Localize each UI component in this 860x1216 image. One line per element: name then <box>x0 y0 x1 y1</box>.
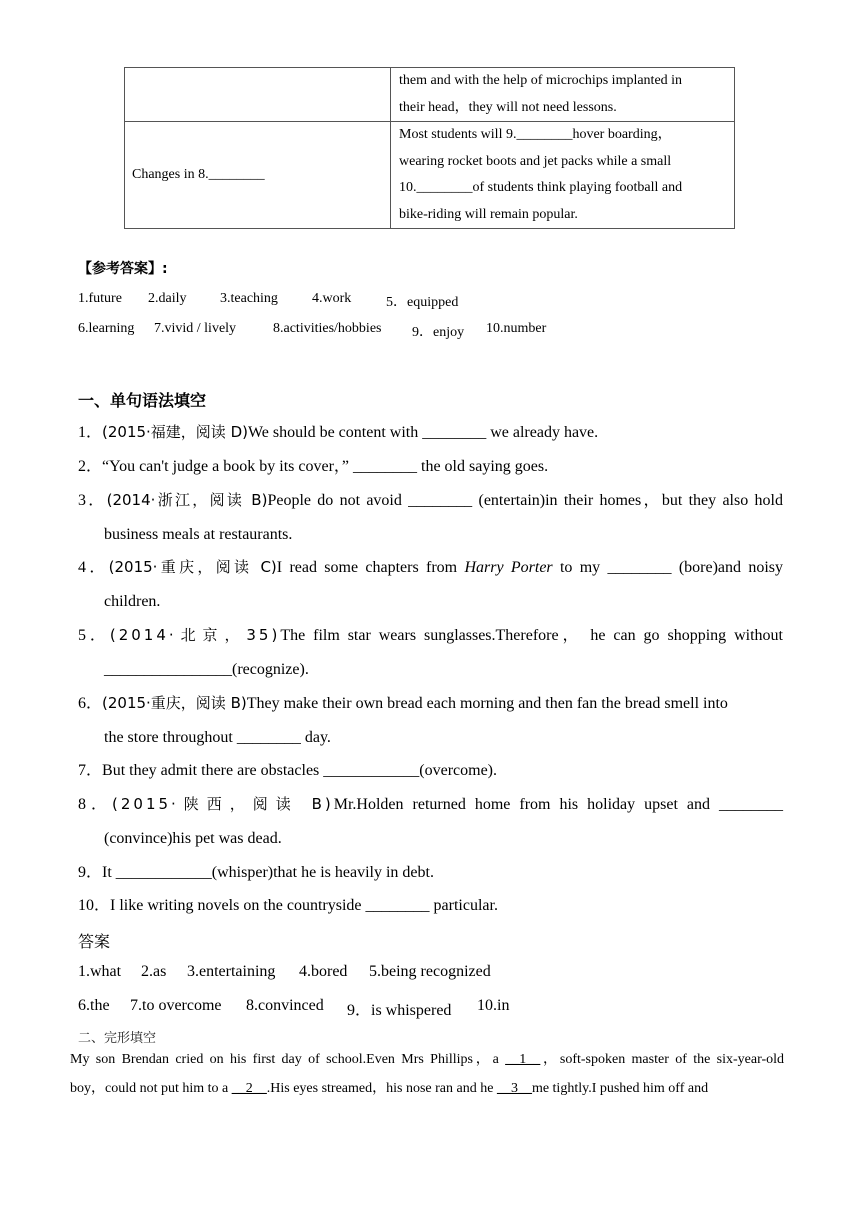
answer-item: 1.what <box>78 963 122 980</box>
question-source: (2015·重庆，阅读 C) <box>108 558 277 576</box>
question-item <box>78 856 783 890</box>
table-cell-left <box>125 68 391 122</box>
question-text-continued: the store throughout ________ day. <box>104 728 331 746</box>
question-text: We should be content with ________ we already have. <box>247 424 599 441</box>
question-item <box>78 619 783 687</box>
question-number: 1． <box>78 424 103 441</box>
question-item <box>78 754 783 788</box>
question-number: 5． <box>78 627 110 644</box>
table-cell-line: their head，they will not need lessons. <box>399 99 617 115</box>
question-text: It ____________(whisper)that he is heavily in debt. <box>102 864 434 881</box>
answer-item: 3.entertaining <box>187 963 276 980</box>
table-cell-line: them and with the help of microchips implanted in <box>399 73 683 88</box>
question-number: 10． <box>78 897 111 914</box>
answer-item: 2.daily <box>148 291 187 306</box>
passage-line <box>70 1077 770 1097</box>
reference-answers-heading: 【参考答案】: <box>78 261 168 277</box>
answer-item: 6.learning <box>78 321 135 336</box>
section-title: 二、完形填空 <box>78 1031 157 1046</box>
table-cell-line: Most students will 9.________hover boarding， <box>399 127 672 142</box>
question-item <box>78 551 783 619</box>
question-source: (2014·北京，35) <box>109 626 281 644</box>
table-cell-line: 10.________of students think playing football and <box>399 180 683 195</box>
answer-item: 8.activities/hobbies <box>273 321 382 336</box>
table-cell-line: bike-riding will remain popular. <box>399 206 578 222</box>
cloze-blank-3: __3__ <box>496 1081 532 1096</box>
question-text: Mr.Holden returned home from his holiday upset and ________ <box>333 796 783 813</box>
question-item <box>78 889 783 923</box>
summary-table <box>124 67 735 229</box>
answer-item: 10.in <box>477 997 510 1014</box>
table-cell-line: wearing rocket boots and jet packs while a small <box>399 153 672 169</box>
question-text: People do not avoid ________ (entertain)in their homes，but they also hold <box>267 492 783 509</box>
passage-text: ，soft-spoken master of the six-year-old <box>540 1052 785 1067</box>
answer-item: 4.work <box>312 291 352 306</box>
section-title: 一、单句语法填空 <box>78 391 207 410</box>
question-item <box>78 416 783 450</box>
answer-item: 8.convinced <box>246 997 324 1014</box>
table-row <box>125 122 735 229</box>
question-number: 6． <box>78 695 103 712</box>
answer-item: 3.teaching <box>220 291 278 306</box>
question-text: I like writing novels on the countryside ________ particular. <box>110 897 498 914</box>
cloze-blank-1: __1__ <box>505 1052 541 1067</box>
question-text: But they admit there are obstacles ____________(overcome). <box>102 762 498 779</box>
question-text-continued: ________________(recognize). <box>104 660 309 678</box>
question-text: I read some chapters from <box>276 559 465 576</box>
answer-item: 5．equipped <box>386 295 459 310</box>
passage-text: me tightly.I pushed him off and <box>531 1081 709 1096</box>
question-text-continued: children. <box>104 592 161 610</box>
answer-heading: 答案 <box>78 932 111 951</box>
question-number: 4． <box>78 559 109 576</box>
question-text: The film star wears sunglasses.Therefore， he can go shopping without <box>280 627 783 644</box>
answer-item: 5.being recognized <box>369 963 491 980</box>
question-source: (2014·浙江，阅读 B) <box>106 491 268 509</box>
answer-item: 7.to overcome <box>130 997 222 1014</box>
answer-item: 10.number <box>486 321 547 336</box>
question-item <box>78 450 783 484</box>
cloze-blank-2: __2__ <box>231 1081 267 1096</box>
answer-item: 7.vivid / lively <box>154 321 237 336</box>
passage-line <box>70 1048 784 1068</box>
question-text: to my ________ (bore)and noisy <box>552 559 783 576</box>
table-cell-left: Changes in 8.________ <box>125 122 391 229</box>
answer-item: 9．enjoy <box>412 325 465 340</box>
passage-text: My son Brendan cried on his first day of school.Even Mrs Phillips，a <box>70 1052 506 1067</box>
question-text-continued: (convince)his pet was dead. <box>104 829 282 847</box>
table-row <box>125 68 735 122</box>
question-number: 9． <box>78 864 103 881</box>
question-source: (2015·重庆，阅读 B) <box>102 694 247 712</box>
passage-text: boy，could not put him to a <box>70 1081 232 1096</box>
passage-text: .His eyes streamed，his nose ran and he <box>266 1081 497 1096</box>
answer-item: 9．is whispered <box>347 1002 452 1019</box>
answer-item: 6.the <box>78 997 110 1014</box>
question-source: (2015·福建，阅读 D) <box>102 423 248 441</box>
question-item <box>78 687 783 755</box>
question-item <box>78 788 783 856</box>
question-item <box>78 484 783 552</box>
question-number: 2． <box>78 458 103 475</box>
question-number: 7． <box>78 762 103 779</box>
question-source: (2015·陕西，阅读 B) <box>112 795 334 813</box>
book-title: Harry Porter <box>464 559 553 576</box>
question-text-continued: business meals at restaurants. <box>104 525 293 543</box>
table-cell-right <box>391 122 735 229</box>
answer-item: 4.bored <box>299 963 348 980</box>
question-text: “You can't judge a book by its cover，” ________ the old saying goes. <box>102 458 549 475</box>
answer-item: 2.as <box>141 963 167 980</box>
question-number: 8． <box>78 796 113 813</box>
table-cell-right <box>391 68 735 122</box>
answer-item: 1.future <box>78 291 122 306</box>
question-text: They make their own bread each morning and then fan the bread smell into <box>246 695 728 712</box>
question-number: 3． <box>78 492 107 509</box>
